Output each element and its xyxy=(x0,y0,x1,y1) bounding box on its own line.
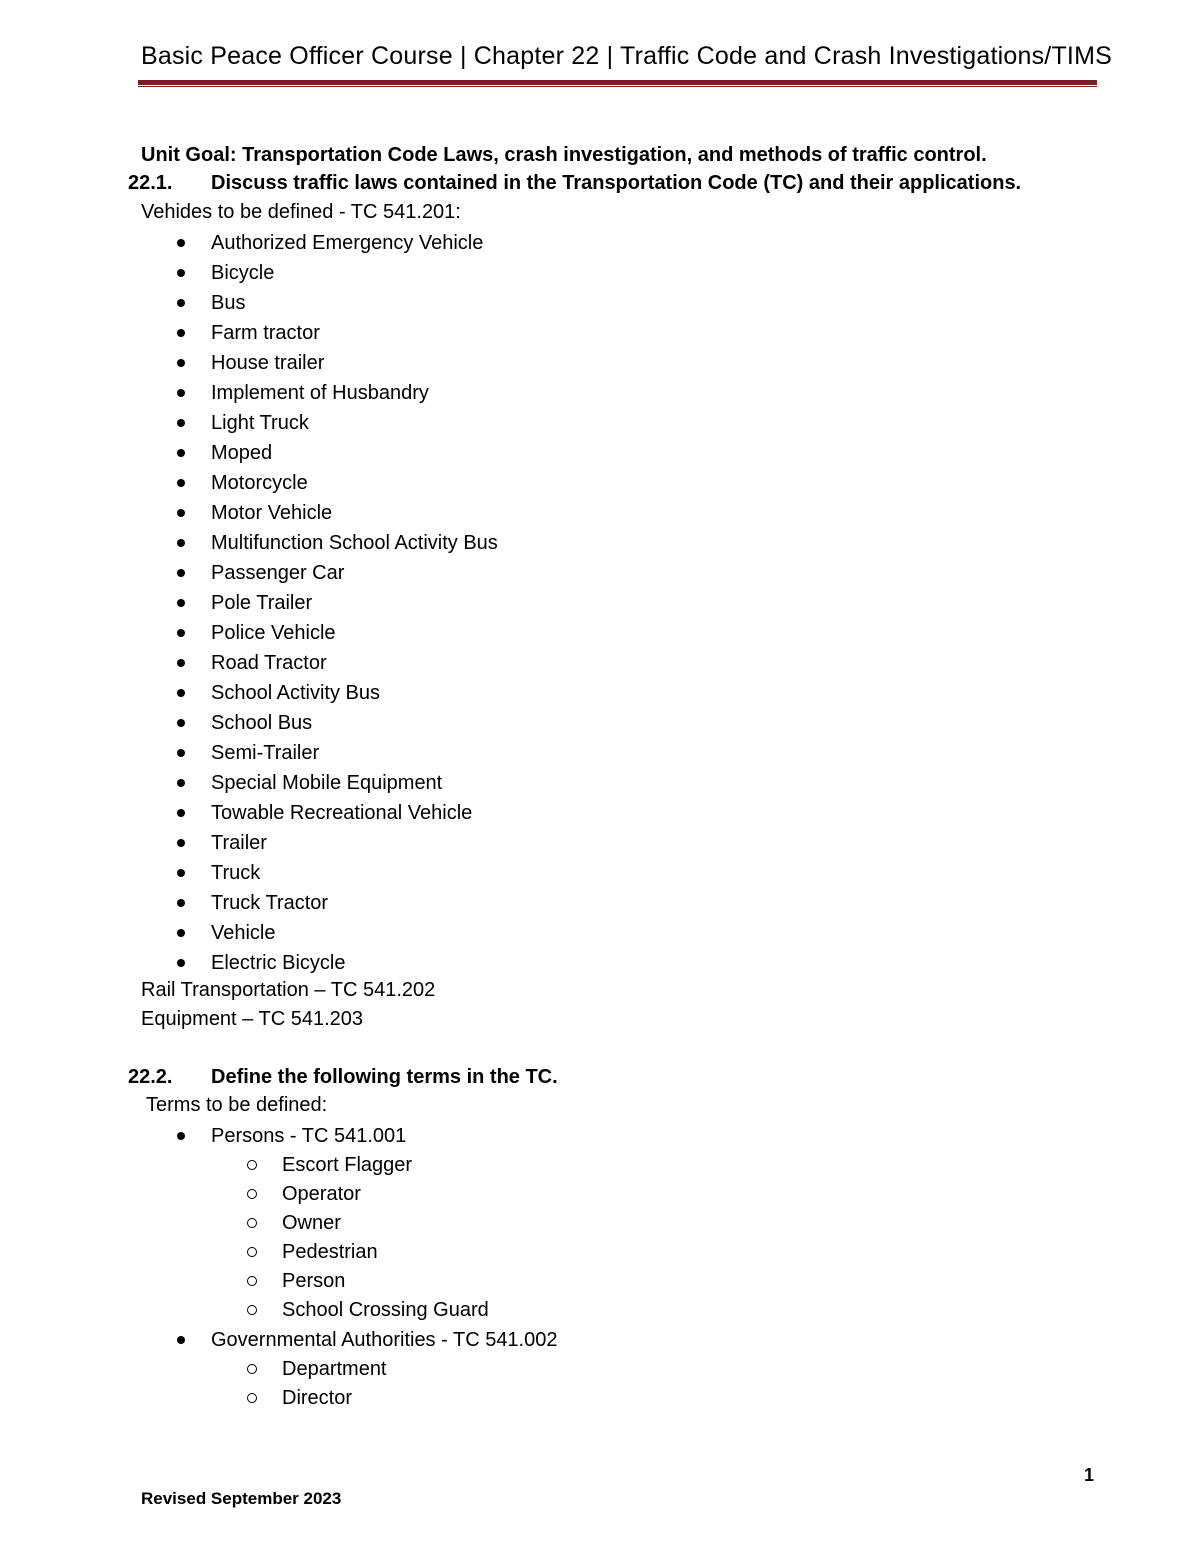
bullet-icon xyxy=(177,449,185,457)
vehicle-label: School Bus xyxy=(211,712,313,734)
vehicle-label: Bicycle xyxy=(211,262,275,284)
hollow-bullet-icon xyxy=(247,1218,257,1228)
objective-text: Define the following terms in the TC. xyxy=(211,1066,558,1088)
vehicle-list-item xyxy=(174,558,498,588)
objective-text: Discuss traffic laws contained in the Transportation Code (TC) and their applications. xyxy=(211,172,1022,194)
term-list-item xyxy=(174,1209,557,1238)
term-group xyxy=(174,1121,557,1325)
vehicle-label: School Activity Bus xyxy=(211,682,380,704)
header-rule xyxy=(138,80,1097,85)
bullet-icon xyxy=(177,1336,185,1344)
hollow-bullet-icon xyxy=(247,1364,257,1374)
vehicle-label: Electric Bicycle xyxy=(211,952,346,974)
bullet-icon xyxy=(177,329,185,337)
bullet-icon xyxy=(177,359,185,367)
vehicle-list-item xyxy=(174,408,498,438)
term-list-item xyxy=(174,1238,557,1267)
header-rule-thin xyxy=(138,86,1097,87)
bullet-icon xyxy=(177,929,185,937)
hollow-bullet-icon xyxy=(247,1276,257,1286)
revision-footer: Revised September 2023 xyxy=(141,1489,342,1508)
vehicle-label: Truck Tractor xyxy=(211,892,329,914)
bullet-icon xyxy=(177,419,185,427)
vehicle-list-item xyxy=(174,468,498,498)
vehicle-list-item xyxy=(174,288,498,318)
vehicle-label: Bus xyxy=(211,292,246,314)
bullet-icon xyxy=(177,809,185,817)
vehicle-label: Multifunction School Activity Bus xyxy=(211,532,498,554)
page-number: 1 xyxy=(1083,1465,1094,1485)
vehicles-intro: Vehides to be defined - TC 541.201: xyxy=(141,201,461,223)
hollow-bullet-icon xyxy=(247,1160,257,1170)
term-list-item xyxy=(174,1296,557,1325)
unit-goal: Unit Goal: Transportation Code Laws, crash investigation, and methods of traffic control. xyxy=(141,144,987,166)
term-label: Owner xyxy=(282,1212,341,1234)
bullet-icon xyxy=(177,659,185,667)
term-list-item xyxy=(174,1267,557,1296)
term-label: School Crossing Guard xyxy=(282,1299,489,1321)
bullet-icon xyxy=(177,629,185,637)
term-label: Director xyxy=(282,1387,353,1409)
vehicle-list-item xyxy=(174,948,498,978)
vehicle-label: Authorized Emergency Vehicle xyxy=(211,232,484,254)
vehicle-label: Semi-Trailer xyxy=(211,742,320,764)
bullet-icon xyxy=(177,779,185,787)
vehicle-label: Farm tractor xyxy=(211,322,320,344)
bullet-icon xyxy=(177,599,185,607)
vehicle-label: Trailer xyxy=(211,832,267,854)
bullet-icon xyxy=(177,389,185,397)
vehicle-list-item xyxy=(174,438,498,468)
vehicle-label: House trailer xyxy=(211,352,325,374)
vehicle-list-item xyxy=(174,828,498,858)
bullet-icon xyxy=(177,959,185,967)
vehicle-list-item xyxy=(174,528,498,558)
vehicle-label: Moped xyxy=(211,442,273,464)
vehicle-label: Motor Vehicle xyxy=(211,502,333,524)
bullet-icon xyxy=(177,869,185,877)
term-group-label: Persons - TC 541.001 xyxy=(211,1125,407,1147)
hollow-bullet-icon xyxy=(247,1247,257,1257)
vehicle-label: Passenger Car xyxy=(211,562,345,584)
bullet-icon xyxy=(177,719,185,727)
bullet-icon xyxy=(177,899,185,907)
bullet-icon xyxy=(177,689,185,697)
vehicle-label: Road Tractor xyxy=(211,652,327,674)
vehicle-list xyxy=(174,228,498,978)
vehicle-list-item xyxy=(174,918,498,948)
vehicle-list-item xyxy=(174,588,498,618)
bullet-icon xyxy=(177,299,185,307)
vehicle-label: Light Truck xyxy=(211,412,309,434)
term-group-label: Governmental Authorities - TC 541.002 xyxy=(211,1329,558,1351)
vehicle-list-item xyxy=(174,228,498,258)
objective-number: 22.1. xyxy=(128,172,173,194)
vehicle-list-item xyxy=(174,888,498,918)
vehicle-label: Implement of Husbandry xyxy=(211,382,429,404)
vehicle-list-item xyxy=(174,678,498,708)
page-header-title: Basic Peace Officer Course | Chapter 22 | Traffic Code and Crash Investigations/TIMS xyxy=(141,42,1112,70)
bullet-icon xyxy=(177,1132,185,1140)
vehicle-list-item xyxy=(174,768,498,798)
vehicle-list-item xyxy=(174,618,498,648)
term-list-item xyxy=(174,1355,557,1384)
term-label: Department xyxy=(282,1358,387,1380)
bullet-icon xyxy=(177,539,185,547)
bullet-icon xyxy=(177,239,185,247)
vehicle-list-item xyxy=(174,498,498,528)
term-list-item xyxy=(174,1180,557,1209)
vehicle-label: Motorcycle xyxy=(211,472,308,494)
bullet-icon xyxy=(177,749,185,757)
vehicle-list-item xyxy=(174,378,498,408)
objective-number: 22.2. xyxy=(128,1066,173,1088)
vehicle-label: Truck xyxy=(211,862,261,884)
vehicle-label: Towable Recreational Vehicle xyxy=(211,802,473,824)
hollow-bullet-icon xyxy=(247,1393,257,1403)
vehicle-list-item xyxy=(174,858,498,888)
vehicle-label: Police Vehicle xyxy=(211,622,336,644)
term-group xyxy=(174,1325,557,1413)
term-list-item xyxy=(174,1384,557,1413)
objective-22-1 xyxy=(128,172,1021,195)
equipment: Equipment – TC 541.203 xyxy=(141,1008,364,1030)
hollow-bullet-icon xyxy=(247,1189,257,1199)
term-sublist xyxy=(174,1151,557,1325)
vehicle-list-item xyxy=(174,258,498,288)
term-label: Pedestrian xyxy=(282,1241,378,1263)
bullet-icon xyxy=(177,839,185,847)
term-label: Escort Flagger xyxy=(282,1154,413,1176)
vehicle-list-item xyxy=(174,318,498,348)
rail-transportation: Rail Transportation – TC 541.202 xyxy=(141,979,436,1001)
bullet-icon xyxy=(177,569,185,577)
vehicle-list-item xyxy=(174,648,498,678)
vehicle-label: Pole Trailer xyxy=(211,592,313,614)
terms-list xyxy=(174,1121,557,1413)
bullet-icon xyxy=(177,269,185,277)
vehicle-list-item xyxy=(174,348,498,378)
vehicle-label: Vehicle xyxy=(211,922,276,944)
term-list-item xyxy=(174,1151,557,1180)
vehicle-list-item xyxy=(174,798,498,828)
vehicle-list-item xyxy=(174,708,498,738)
bullet-icon xyxy=(177,479,185,487)
vehicle-list-item xyxy=(174,738,498,768)
objective-22-2 xyxy=(128,1066,558,1089)
hollow-bullet-icon xyxy=(247,1305,257,1315)
term-label: Operator xyxy=(282,1183,361,1205)
vehicle-label: Special Mobile Equipment xyxy=(211,772,443,794)
terms-intro: Terms to be defined: xyxy=(146,1094,328,1116)
term-sublist xyxy=(174,1355,557,1413)
bullet-icon xyxy=(177,509,185,517)
term-label: Person xyxy=(282,1270,346,1292)
